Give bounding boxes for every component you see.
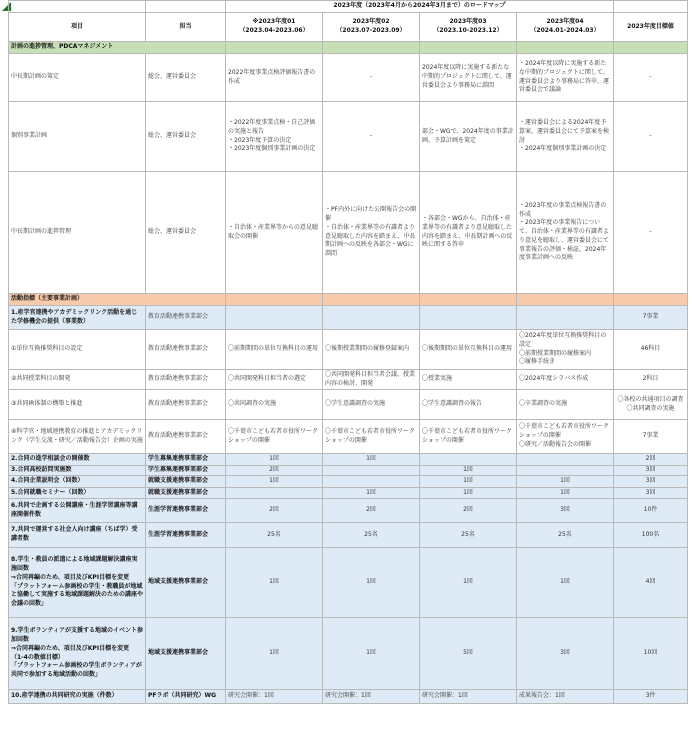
sub-row-target[interactable]: 46科目 (614, 330, 688, 370)
empty-cell[interactable] (517, 306, 614, 330)
kpi-row-q4[interactable]: 1回 (517, 548, 614, 618)
sub-row-q1[interactable]: 〇共同調査の実施 (226, 390, 323, 420)
sub-row-owner[interactable]: 教育活動連携事業部会 (146, 390, 226, 420)
kpi-row-q4[interactable]: 25名 (517, 523, 614, 548)
kpi-row-q3[interactable]: 2回 (420, 499, 517, 523)
kpi-row-q2[interactable]: 1回 (323, 454, 420, 466)
sub-row-q1[interactable]: 〇共同開発科目担当者の選定 (226, 370, 323, 390)
empty-cell[interactable] (517, 42, 614, 54)
empty-cell[interactable] (420, 42, 517, 54)
empty-cell[interactable] (420, 306, 517, 330)
plan-row-q1[interactable]: ・自治体・産業界等からの意見聴取会の開催 (226, 172, 323, 294)
activity-1-owner[interactable]: 教育活動連携事業部会 (146, 306, 226, 330)
section-heading-plan[interactable]: 計画の進捗管理、PDCAマネジメント (9, 42, 226, 54)
kpi-row-q2[interactable]: 25名 (323, 523, 420, 548)
sub-row-q1[interactable]: 〇前期期間の単位互換科目の運用 (226, 330, 323, 370)
kpi-row-target[interactable]: 10回 (614, 618, 688, 690)
sub-row-owner[interactable]: 教育活動連携事業部会 (146, 330, 226, 370)
kpi-row-q4[interactable] (517, 466, 614, 476)
empty-cell[interactable] (226, 294, 323, 306)
kpi-row-target[interactable]: 3回 (614, 476, 688, 488)
empty-cell[interactable] (517, 294, 614, 306)
activity-1-item[interactable]: 1.産学官連携やアカデミックリンク活動を通じた学修機会の提供（事業数） (9, 306, 146, 330)
empty-cell[interactable] (9, 1, 146, 13)
header-target[interactable]: 2023年度目標値 (614, 13, 688, 42)
kpi-row-target[interactable]: 10件 (614, 499, 688, 523)
kpi-row-target[interactable]: 2回 (614, 454, 688, 466)
activity-10-target[interactable]: 3件 (614, 690, 688, 704)
sub-row-q2[interactable]: 〇共同開発科目担当者会議、授業内容の検討、開発 (323, 370, 420, 390)
activity-10-q4[interactable]: 成果報告会：1回 (517, 690, 614, 704)
sub-row-owner[interactable]: 教育活動連携事業部会 (146, 420, 226, 454)
plan-row-q3[interactable]: 部会・WGで、2024年度の事業計画、予算計画を策定 (420, 102, 517, 172)
page-title[interactable]: 2023年度（2023年4月から2024年3月まで）のロードマップ (226, 1, 614, 13)
sub-row-target[interactable]: 2科目 (614, 370, 688, 390)
kpi-row-owner[interactable]: 地域支援連携事業部会 (146, 618, 226, 690)
sub-row-q2[interactable]: 〇後期授業期間の履修登録案内 (323, 330, 420, 370)
header-item[interactable]: 項目 (9, 13, 146, 42)
sub-row-q3[interactable]: 〇後期期間の単位互換科目の運用 (420, 330, 517, 370)
sub-row-item[interactable]: ①単位互換推奨科目の設定 (9, 330, 146, 370)
header-q1[interactable] (226, 13, 323, 42)
activity-10-q2[interactable]: 研究会開催：1回 (323, 690, 420, 704)
kpi-row-q1[interactable]: 2回 (226, 499, 323, 523)
empty-cell[interactable] (323, 42, 420, 54)
sub-row-q4[interactable]: 〇2024年度シラバス作成 (517, 370, 614, 390)
header-q2[interactable] (323, 13, 420, 42)
kpi-row-q3[interactable]: 1回 (420, 476, 517, 488)
kpi-row-q3[interactable]: 1回 (420, 548, 517, 618)
sub-row-q2[interactable]: 〇千葉市こども若者市役所ワークショップの開催 (323, 420, 420, 454)
empty-cell[interactable] (323, 306, 420, 330)
header-q1-range: （2023.04-2023.06） (239, 27, 309, 34)
empty-cell[interactable] (226, 42, 323, 54)
kpi-row-item[interactable]: 7.共同で運営する社会人向け講座（ちば学）受講者数 (9, 523, 146, 548)
sub-row-q1[interactable]: 〇千葉市こども若者市役所ワークショップの開催 (226, 420, 323, 454)
kpi-row-item[interactable]: 5.合同就職セミナー（回数） (9, 488, 146, 499)
kpi-row-q3[interactable]: 25名 (420, 523, 517, 548)
sub-row-q3[interactable]: 〇授業実施 (420, 370, 517, 390)
plan-row-q1[interactable]: ・2022年度事業点検・自己評価の実施と報告 ・2023年度予算の決定 ・2023年度個別事業計画の決定 (226, 102, 323, 172)
sub-row-target[interactable]: 〇各校の共通項目の調査 〇共同調査の実施 (614, 390, 688, 420)
activity-10-q3[interactable]: 研究会開催：1回 (420, 690, 517, 704)
empty-cell[interactable] (614, 42, 688, 54)
kpi-row-q2[interactable] (323, 466, 420, 476)
kpi-row-q2[interactable]: 2回 (323, 499, 420, 523)
kpi-row-owner[interactable]: 地域支援連携事業部会 (146, 548, 226, 618)
kpi-row-target[interactable]: 4回 (614, 548, 688, 618)
plan-row-target[interactable]: - (614, 172, 688, 294)
plan-row-q4[interactable]: ・運営委員会による2024年度予算案、運営委員会にて予算案を検討 ・2024年度個別事業計画の決定 (517, 102, 614, 172)
kpi-row-q3[interactable]: 1回 (420, 466, 517, 476)
empty-cell[interactable] (420, 294, 517, 306)
plan-row-owner[interactable]: 総会、運営委員会 (146, 102, 226, 172)
plan-row-item[interactable]: 中長期計画の策定 (9, 54, 146, 102)
sub-row-item[interactable]: ③共同IR体制の構築と推進 (9, 390, 146, 420)
kpi-row-owner[interactable]: 生涯学習連携事業部会 (146, 499, 226, 523)
kpi-row-target[interactable]: 100名 (614, 523, 688, 548)
plan-row-q4[interactable]: ・2023年度の事業点検報告書の作成 ・2023年度の事業報告について、自治体・産業界等の有識者より意見を聴取し、運営委員会にて事業報告の評価・検証、2024年度事業計画への反映 (517, 172, 614, 294)
plan-row-owner[interactable]: 総会、運営委員会 (146, 54, 226, 102)
kpi-row-q3[interactable] (420, 454, 517, 466)
header-q4-label: 2023年度04 (546, 18, 584, 26)
sub-row-q2[interactable]: 〇学生意識調査の実施 (323, 390, 420, 420)
kpi-row-q1[interactable]: 1回 (226, 476, 323, 488)
kpi-row-owner[interactable]: 就職支援連携事業部会 (146, 488, 226, 499)
header-q3-range: （2023.10-2023.12） (433, 27, 503, 34)
kpi-row-q1[interactable]: 1回 (226, 618, 323, 690)
kpi-row-q1[interactable]: 25名 (226, 523, 323, 548)
sub-row-q4[interactable]: 〇2024年度単位互換推奨科目の設定 〇前期授業期間の履修案内 〇履修手続き (517, 330, 614, 370)
activity-1-target[interactable]: 7事業 (614, 306, 688, 330)
plan-row-target[interactable]: - (614, 102, 688, 172)
plan-row-q2[interactable]: - (323, 102, 420, 172)
kpi-row-q3[interactable]: 5回 (420, 618, 517, 690)
kpi-row-q1[interactable]: 1回 (226, 548, 323, 618)
kpi-row-owner[interactable]: 学生募集連携事業部会 (146, 466, 226, 476)
plan-row-q4[interactable]: ・2024年度以降に実施する新たな中期的プロジェクトに関して、運営委員会より事務局に答申、運営委員会で議論 (517, 54, 614, 102)
empty-cell[interactable] (323, 294, 420, 306)
header-owner[interactable]: 担当 (146, 13, 226, 42)
kpi-row-q3[interactable]: 1回 (420, 488, 517, 499)
sub-row-target[interactable]: 7事業 (614, 420, 688, 454)
sub-row-item[interactable]: ④科学官・地域連携教育の推進とアカデミックリンク（学生交流・研究／活動報告会）企画の実施 (9, 420, 146, 454)
header-q4[interactable] (517, 13, 614, 42)
sub-row-q3[interactable]: 〇学生意識調査の報告 (420, 390, 517, 420)
kpi-row-q1[interactable] (226, 488, 323, 499)
kpi-row-q1[interactable]: 1回 (226, 454, 323, 466)
kpi-row-q2[interactable]: 1回 (323, 488, 420, 499)
kpi-row-item[interactable]: 6.共同で企画する公開講座・生涯学習講座等講座開催件数 (9, 499, 146, 523)
plan-row-q2[interactable]: - (323, 54, 420, 102)
plan-row-q3[interactable]: ・各部会・WGから、自治体・産業界等の有識者より意見聴取した内容を踏まえ、中長期計画への反映に関する答申 (420, 172, 517, 294)
kpi-row-item[interactable]: 4.合同企業説明会（回数） (9, 476, 146, 488)
kpi-row-q2[interactable] (323, 476, 420, 488)
plan-row-q3[interactable]: 2024年度以降に実施する新たな中期的プロジェクトに関して、運営委員会より事務局に諮問 (420, 54, 517, 102)
kpi-row-owner[interactable]: 就職支援連携事業部会 (146, 476, 226, 488)
section-heading-activity[interactable]: 活動指標（主要事業計画） (9, 294, 226, 306)
plan-row-target[interactable]: - (614, 54, 688, 102)
kpi-row-item[interactable]: 9.学生ボランティアが支援する地域のイベント参加回数 ⇒合同再編のため、項目及びKPI目標を変更 （1-4の数値目標） 「プラットフォーム参画校の学生ボランティアが共同で参加する地域活動の回数」 (9, 618, 146, 690)
sub-row-q4[interactable]: 〇千葉市こども若者市役所ワークショップの開催 〇研究／活動報告会の開催 (517, 420, 614, 454)
plan-row-owner[interactable]: 総会、運営委員会 (146, 172, 226, 294)
sub-row-q3[interactable]: 〇千葉市こども若者市役所ワークショップの開催 (420, 420, 517, 454)
kpi-row-q4[interactable]: 3回 (517, 618, 614, 690)
empty-cell[interactable] (226, 306, 323, 330)
plan-row-q1[interactable]: 2022年度事業点検評価報告書の作成 (226, 54, 323, 102)
kpi-row-owner[interactable]: 生涯学習連携事業部会 (146, 523, 226, 548)
plan-row-q2[interactable]: ・PF内外に向けた公開報告会の開催 ・自治体・産業界等の有識者より意見聴取した内容を踏まえ、中長期計画への反映を各部会・WGに諮問 (323, 172, 420, 294)
empty-cell[interactable] (614, 1, 688, 13)
empty-cell[interactable] (614, 294, 688, 306)
kpi-row-q1[interactable]: 2回 (226, 466, 323, 476)
header-q3[interactable] (420, 13, 517, 42)
header-q2-label: 2023年度02 (352, 18, 390, 26)
kpi-row-item[interactable]: 8.学生・教員の派遣による地域課題解決講座実施回数 ⇒合同再編のため、項目及びKPI目標を変更 「プラットフォーム参画校の学生・教職員が地域と協働して実施する地域課題解決のための講座や会議の回数」 (9, 548, 146, 618)
activity-10-owner[interactable]: PFラボ（共同研究）WG (146, 690, 226, 704)
activity-10-item[interactable]: 10.産学連携の共同研究の実施（件数） (9, 690, 146, 704)
header-q2-range: （2023.07-2023.09） (336, 27, 406, 34)
kpi-row-q4[interactable]: 1回 (517, 476, 614, 488)
kpi-row-owner[interactable]: 学生募集連携事業部会 (146, 454, 226, 466)
sub-row-item[interactable]: ②共同授業科目の開発 (9, 370, 146, 390)
roadmap-table (8, 0, 688, 704)
kpi-row-q4[interactable]: 1回 (517, 488, 614, 499)
kpi-row-q4[interactable] (517, 454, 614, 466)
kpi-row-target[interactable]: 3回 (614, 466, 688, 476)
header-q1-label: ※2023年度01 (252, 18, 296, 26)
sub-row-owner[interactable]: 教育活動連携事業部会 (146, 370, 226, 390)
kpi-row-q2[interactable]: 1回 (323, 618, 420, 690)
kpi-row-q2[interactable]: 1回 (323, 548, 420, 618)
kpi-row-q4[interactable]: 3回 (517, 499, 614, 523)
kpi-row-item[interactable]: 3.合同高校訪問実施数 (9, 466, 146, 476)
empty-cell[interactable] (146, 1, 226, 13)
kpi-row-target[interactable]: 3回 (614, 488, 688, 499)
sub-row-q4[interactable]: 〇卒業調査の実施 (517, 390, 614, 420)
header-q3-label: 2023年度03 (449, 18, 487, 26)
activity-10-q1[interactable]: 研究会開催：1回 (226, 690, 323, 704)
header-q4-range: （2024.01-2024.03） (530, 27, 600, 34)
plan-row-item[interactable]: 中長期計画の進捗管理 (9, 172, 146, 294)
plan-row-item[interactable]: 個別事業計画 (9, 102, 146, 172)
kpi-row-item[interactable]: 2.合同の進学相談会の開催数 (9, 454, 146, 466)
